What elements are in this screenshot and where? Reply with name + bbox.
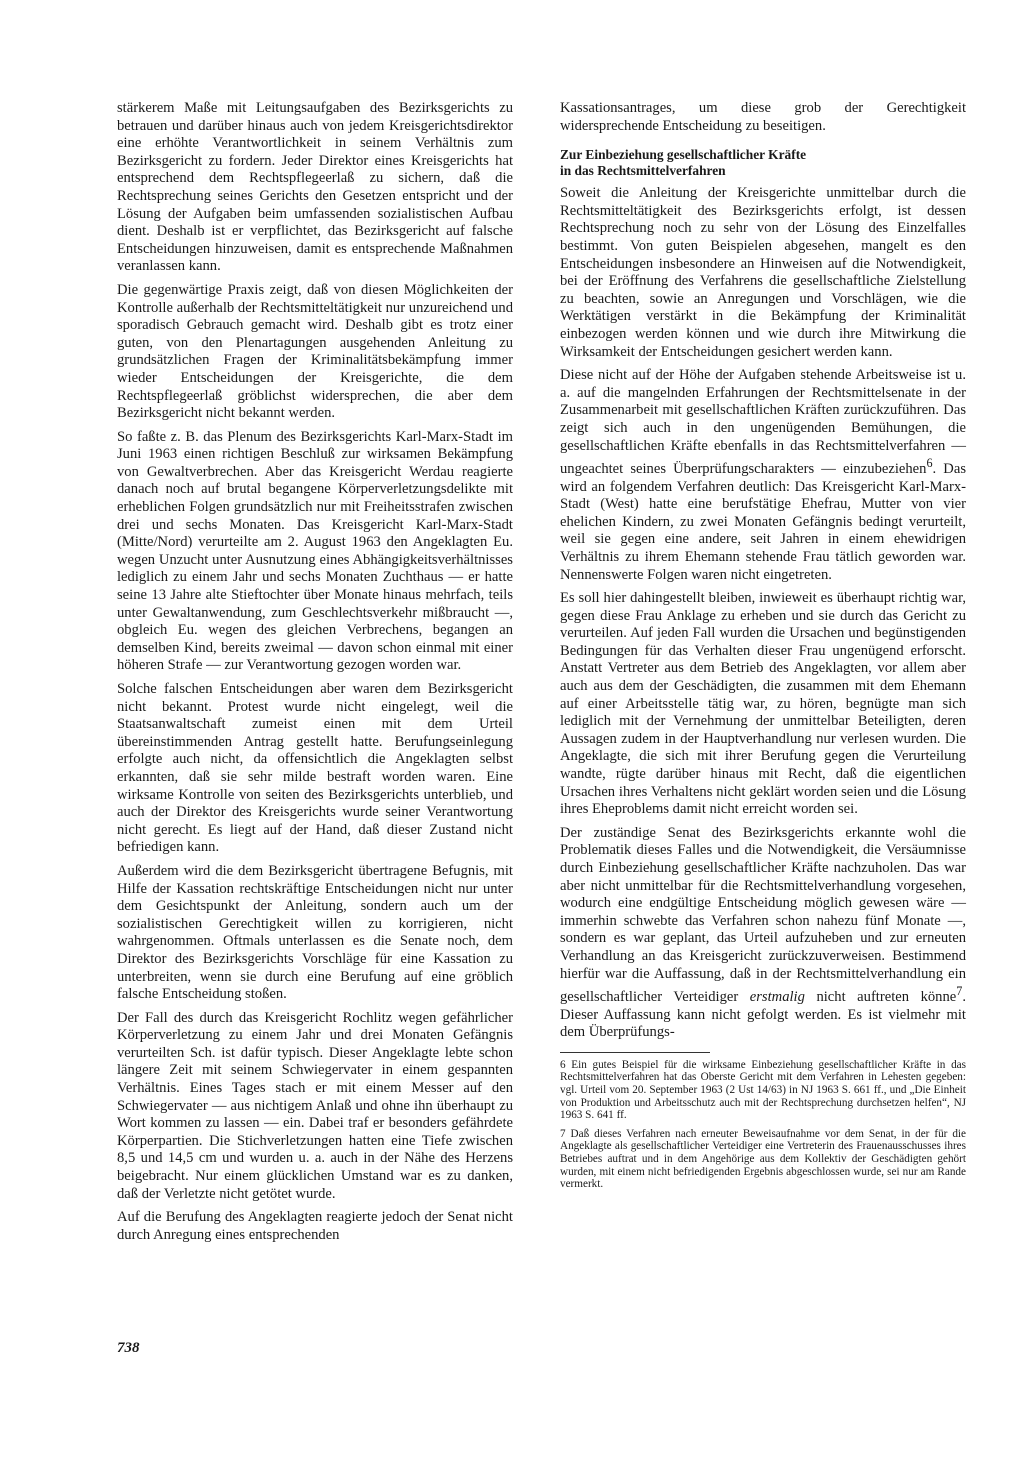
paragraph: Auf die Berufung des Angeklagten reagierte jedoch der Senat nicht durch Anregung eines entsprechenden (117, 1209, 513, 1243)
paragraph (560, 825, 966, 1042)
emphasis: erstmalig (749, 989, 805, 1006)
footnote: 6 Ein gutes Beispiel für die wirksame Einbeziehung gesellschaftlicher Kräfte in das Rechtsmittelverfahren hat das Oberste Gericht mit dem Verfahren in Lehesten gegeben: vgl. Urteil vom 20. September 1963 (2 Ust 14/63) in NJ 1963 S. 661 ff., und „Die Einheit von Produktion und Arbeitsschutz auch mit der Rechtsprechung durchsetzen helfen“, NJ 1963 S. 641 ff. (560, 1058, 966, 1122)
section-heading-line: in das Rechtsmittelverfahren (560, 163, 726, 179)
paragraph: Die gegenwärtige Praxis zeigt, daß von diesen Möglichkeiten der Kontrolle außerhalb der Rechtsmitteltätigkeit nur unzureichend und sporadisch Gebrauch gemacht wird. Deshalb gibt es trotz einer guten, von den Plenartagungen ausgehenden Anleitung zu grundsätzlichen Fragen der Kriminalitätsbekämpfung immer wieder Entscheidungen der Kreisgerichte, die dem Rechtspflegeerlaß gröblichst widersprechen, die aber dem Bezirksgericht nicht bekannt werden. (117, 281, 513, 422)
text-run: Der zuständige Senat des Bezirksgerichts erkannte wohl die Problematik dieses Falles und die Notwendigkeit, die Versäumnisse durch Einbeziehung gesellschaftlicher Kräfte nachzuholen. Das war aber nicht unmittelbar für die Rechtsmittelverhandlung vorgesehen, wodurch eine endgültige Entscheidung möglich gewesen wäre — immerhin schwebte das Verfahren schon nahezu fünf Monate —, sondern es war geplant, das Urteil aufzuheben und zur erneuten Verhandlung an das Kreisgericht zurückzuverweisen. Bestimmend hierfür war die Auffassung, daß in der Rechtsmittelverhandlung ein gesellschaftlicher Verteidiger (560, 824, 966, 1006)
paragraph (560, 367, 966, 584)
paragraph: So faßte z. B. das Plenum des Bezirksgerichts Karl-Marx-Stadt im Juni 1963 einen richtigen Beschluß zur wirksamen Bekämpfung von Gewaltverbrechen. Aber das Kreisgericht Werdau reagierte danach noch auf brutal begangene Körperverletzungsdelikte mit erheblichen Folgen grundsätzlich nur mit Freiheitsstrafen zwischen drei und sechs Monaten. Das Kreisgericht Karl-Marx-Stadt (Mitte/Nord) verurteilte am 2. August 1963 den Angeklagten Eu. wegen Unzucht unter Ausnutzung eines Abhängigkeitsverhältnisses lediglich zu einem Jahr und sechs Monaten Zuchthaus — er hatte seine 13 Jahre alte Stieftochter über Monate hinaus mehrfach, teils unter Gewaltanwendung, zum Geschlechtsverkehr mißbraucht —, obgleich Eu. wegen des gleichen Verbrechens, begangen an demselben Kind, bereits zweimal — davon schon einmal mit einer höheren Strafe — zur Verantwortung gezogen worden war. (117, 428, 513, 674)
footnote-divider (560, 1052, 710, 1053)
right-column (560, 100, 966, 1197)
footnote-ref: 7 (956, 984, 963, 999)
paragraph: Der Fall des durch das Kreisgericht Rochlitz wegen gefährlicher Körperverletzung zu einem Jahr und drei Monaten Gefängnis verurteilten Sch. ist dafür typisch. Dieser Angeklagte lebte schon längere Zeit mit seinem Schwiegervater in einem gespannten Verhältnis. Eines Tages stach er mit einem Messer auf den Schwiegervater — aus nichtigem Anlaß und ohne ihn überhaupt zu Wort kommen zu lassen — ein. Dabei traf er besonders gefährdete Körperpartien. Die Stichverletzungen hatten eine Tiefe zwischen 8,5 und 14,5 cm und wurden u. a. auch in der Nähe des Herzens beigebracht. Nur einem glücklichen Umstand war es zu danken, daß der Verletzte nicht getötet wurde. (117, 1009, 513, 1202)
footnote: 7 Daß dieses Verfahren nach erneuter Beweisaufnahme vor dem Senat, in der für die Angeklagte als gesellschaftlicher Verteidiger eine Vertreterin des Frauenausschusses ihres Betriebes auftrat und in dem Angehörige aus dem Kollektiv der Geschädigten gehört wurden, mit einem nicht befriedigenden Ergebnis abgeschlossen wurde, sei nur am Rande vermerkt. (560, 1127, 966, 1191)
section-heading (560, 147, 966, 179)
left-column (117, 100, 513, 1250)
text-run: Diese nicht auf der Höhe der Aufgaben stehende Arbeitsweise ist u. a. auf die mangelnden Erfahrungen der Rechtsmittelsenate in der Zusammenarbeit mit gesellschaftlichen Kräften zurückzuführen. Das zeigt sich auch in den ungenügenden Bemühungen, die gesellschaftlichen Kräfte ebenfalls in das Rechtsmittelverfahren — ungeachtet seines Überprüfungscharakters — einzubeziehen (560, 367, 966, 477)
text-run: . Das wird an folgendem Verfahren deutlich: Das Kreisgericht Karl-Marx-Stadt (West) hatte eine berufstätige Ehefrau, Mutter von vier ehelichen Kindern, zu zwei Monaten Gefängnis bedingt verurteilt, weil sie gegen eine andere, seit Jahren in einem ehewidrigen Verhältnis zu ihrem Ehemann stehende Frau tätlich geworden war. Nennenswerte Folgen waren nicht eingetreten. (560, 460, 967, 583)
paragraph: Soweit die Anleitung der Kreisgerichte unmittelbar durch die Rechtsmitteltätigkeit des Bezirksgerichts erfolgt, ist dessen Rechtsprechung noch zu sehr von der Lösung des Einzelfalles bestimmt. Von guten Beispielen abgesehen, mangelt es den Entscheidungen insbesondere an Hinweisen auf die Notwendigkeit, bei der Eröffnung des Verfahrens die gesellschaftliche Zielstellung zu beachten, sowie an Anregungen und Vorschlägen, wie die Werktätigen verstärkt in die Bekämpfung der Kriminalität einbezogen werden können und wie durch ihre Mitwirkung die Wirksamkeit der Entscheidungen gesichert werden kann. (560, 185, 966, 360)
paragraph: Kassationsantrages, um diese grob der Gerechtigkeit widersprechende Entscheidung zu beseitigen. (560, 100, 966, 134)
text-run: . Dieser Auffassung kann nicht gefolgt werden. Es ist vielmehr mit dem Überprüfungs- (560, 989, 966, 1041)
section-heading-line: Zur Einbeziehung gesellschaftlicher Kräfte (560, 147, 807, 163)
page-number: 738 (117, 1340, 140, 1356)
paragraph: Es soll hier dahingestellt bleiben, inwieweit es überhaupt richtig war, gegen diese Frau Anklage zu erheben und sie durch das Gericht zu verurteilen. Auf jeden Fall wurden die Ursachen und begünstigenden Bedingungen für das Verhalten dieser Frau ungenügend erforscht. Anstatt Vertreter aus dem Betrieb des Angeklagten, vor allem aber auch aus dem der Geschädigten, die zusammen mit dem Ehemann auf einer Arbeitsstelle tätig war, zu hören, begnügte man sich lediglich mit der Vernehmung der unmittelbar Beteiligten, deren Aussagen zudem in der Hauptverhandlung nur verlesen wurden. Die Angeklagte, die sich mit ihrer Berufung gegen die Verurteilung wandte, rügte darüber hinaus mit Recht, daß die eigentlichen Ursachen ihres Verhaltens nicht geklärt worden seien und die Lösung ihres Eheproblems damit nicht erreicht worden sei. (560, 590, 966, 818)
paragraph: Außerdem wird die dem Bezirksgericht übertragene Befugnis, mit Hilfe der Kassation rechtskräftige Entscheidungen nicht nur unter dem Gesichtspunkt der Anleitung, sondern auch um der sozialistischen Gerechtigkeit willen zu korrigieren, nicht wahrgenommen. Oftmals unterlassen es die Senate noch, dem Direktor des Bezirksgerichts Vorschläge für eine Kassation zu unterbreiten, wenn sie durch eine Berufung auf eine gröblich falsche Entscheidung stoßen. (117, 862, 513, 1003)
footnote-ref: 6 (926, 456, 933, 471)
paragraph: stärkerem Maße mit Leitungsaufgaben des Bezirksgerichts zu betrauen und darüber hinaus auch von jedem Kreisgerichtsdirektor eine erhöhte Verantwortlichkeit in seinem Verhältnis zum Bezirksgericht zu fordern. Jeder Direktor eines Kreisgerichts hat entsprechend dem Rechtspflegeerlaß zu sichern, daß die Rechtsprechung seines Gerichts den Gesetzen entspricht und der Lösung der Aufgaben beim umfassenden sozialistischen Aufbau dient. Deshalb ist er verpflichtet, das Bezirksgericht auf falsche Entscheidungen hinzuweisen, damit es entsprechende Maßnahmen veranlassen kann. (117, 100, 513, 275)
paragraph: Solche falschen Entscheidungen aber waren dem Bezirksgericht nicht bekannt. Protest wurde nicht eingelegt, weil die Staatsanwaltschaft zumeist einen mit dem Urteil übereinstimmenden Antrag gestellt hatte. Berufungseinlegung erfolgte auch nicht, da offensichtlich die Angeklagten selbst erkannten, daß sie sehr milde bestraft worden waren. Eine wirksame Kontrolle von seiten des Bezirksgerichts unterblieb, und auch der Direktor des Kreisgerichts wurde seiner Verantwortung nicht gerecht. Es liegt auf der Hand, daß dieser Zustand nicht befriedigen kann. (117, 681, 513, 856)
text-run: nicht auftreten könne (804, 989, 957, 1006)
